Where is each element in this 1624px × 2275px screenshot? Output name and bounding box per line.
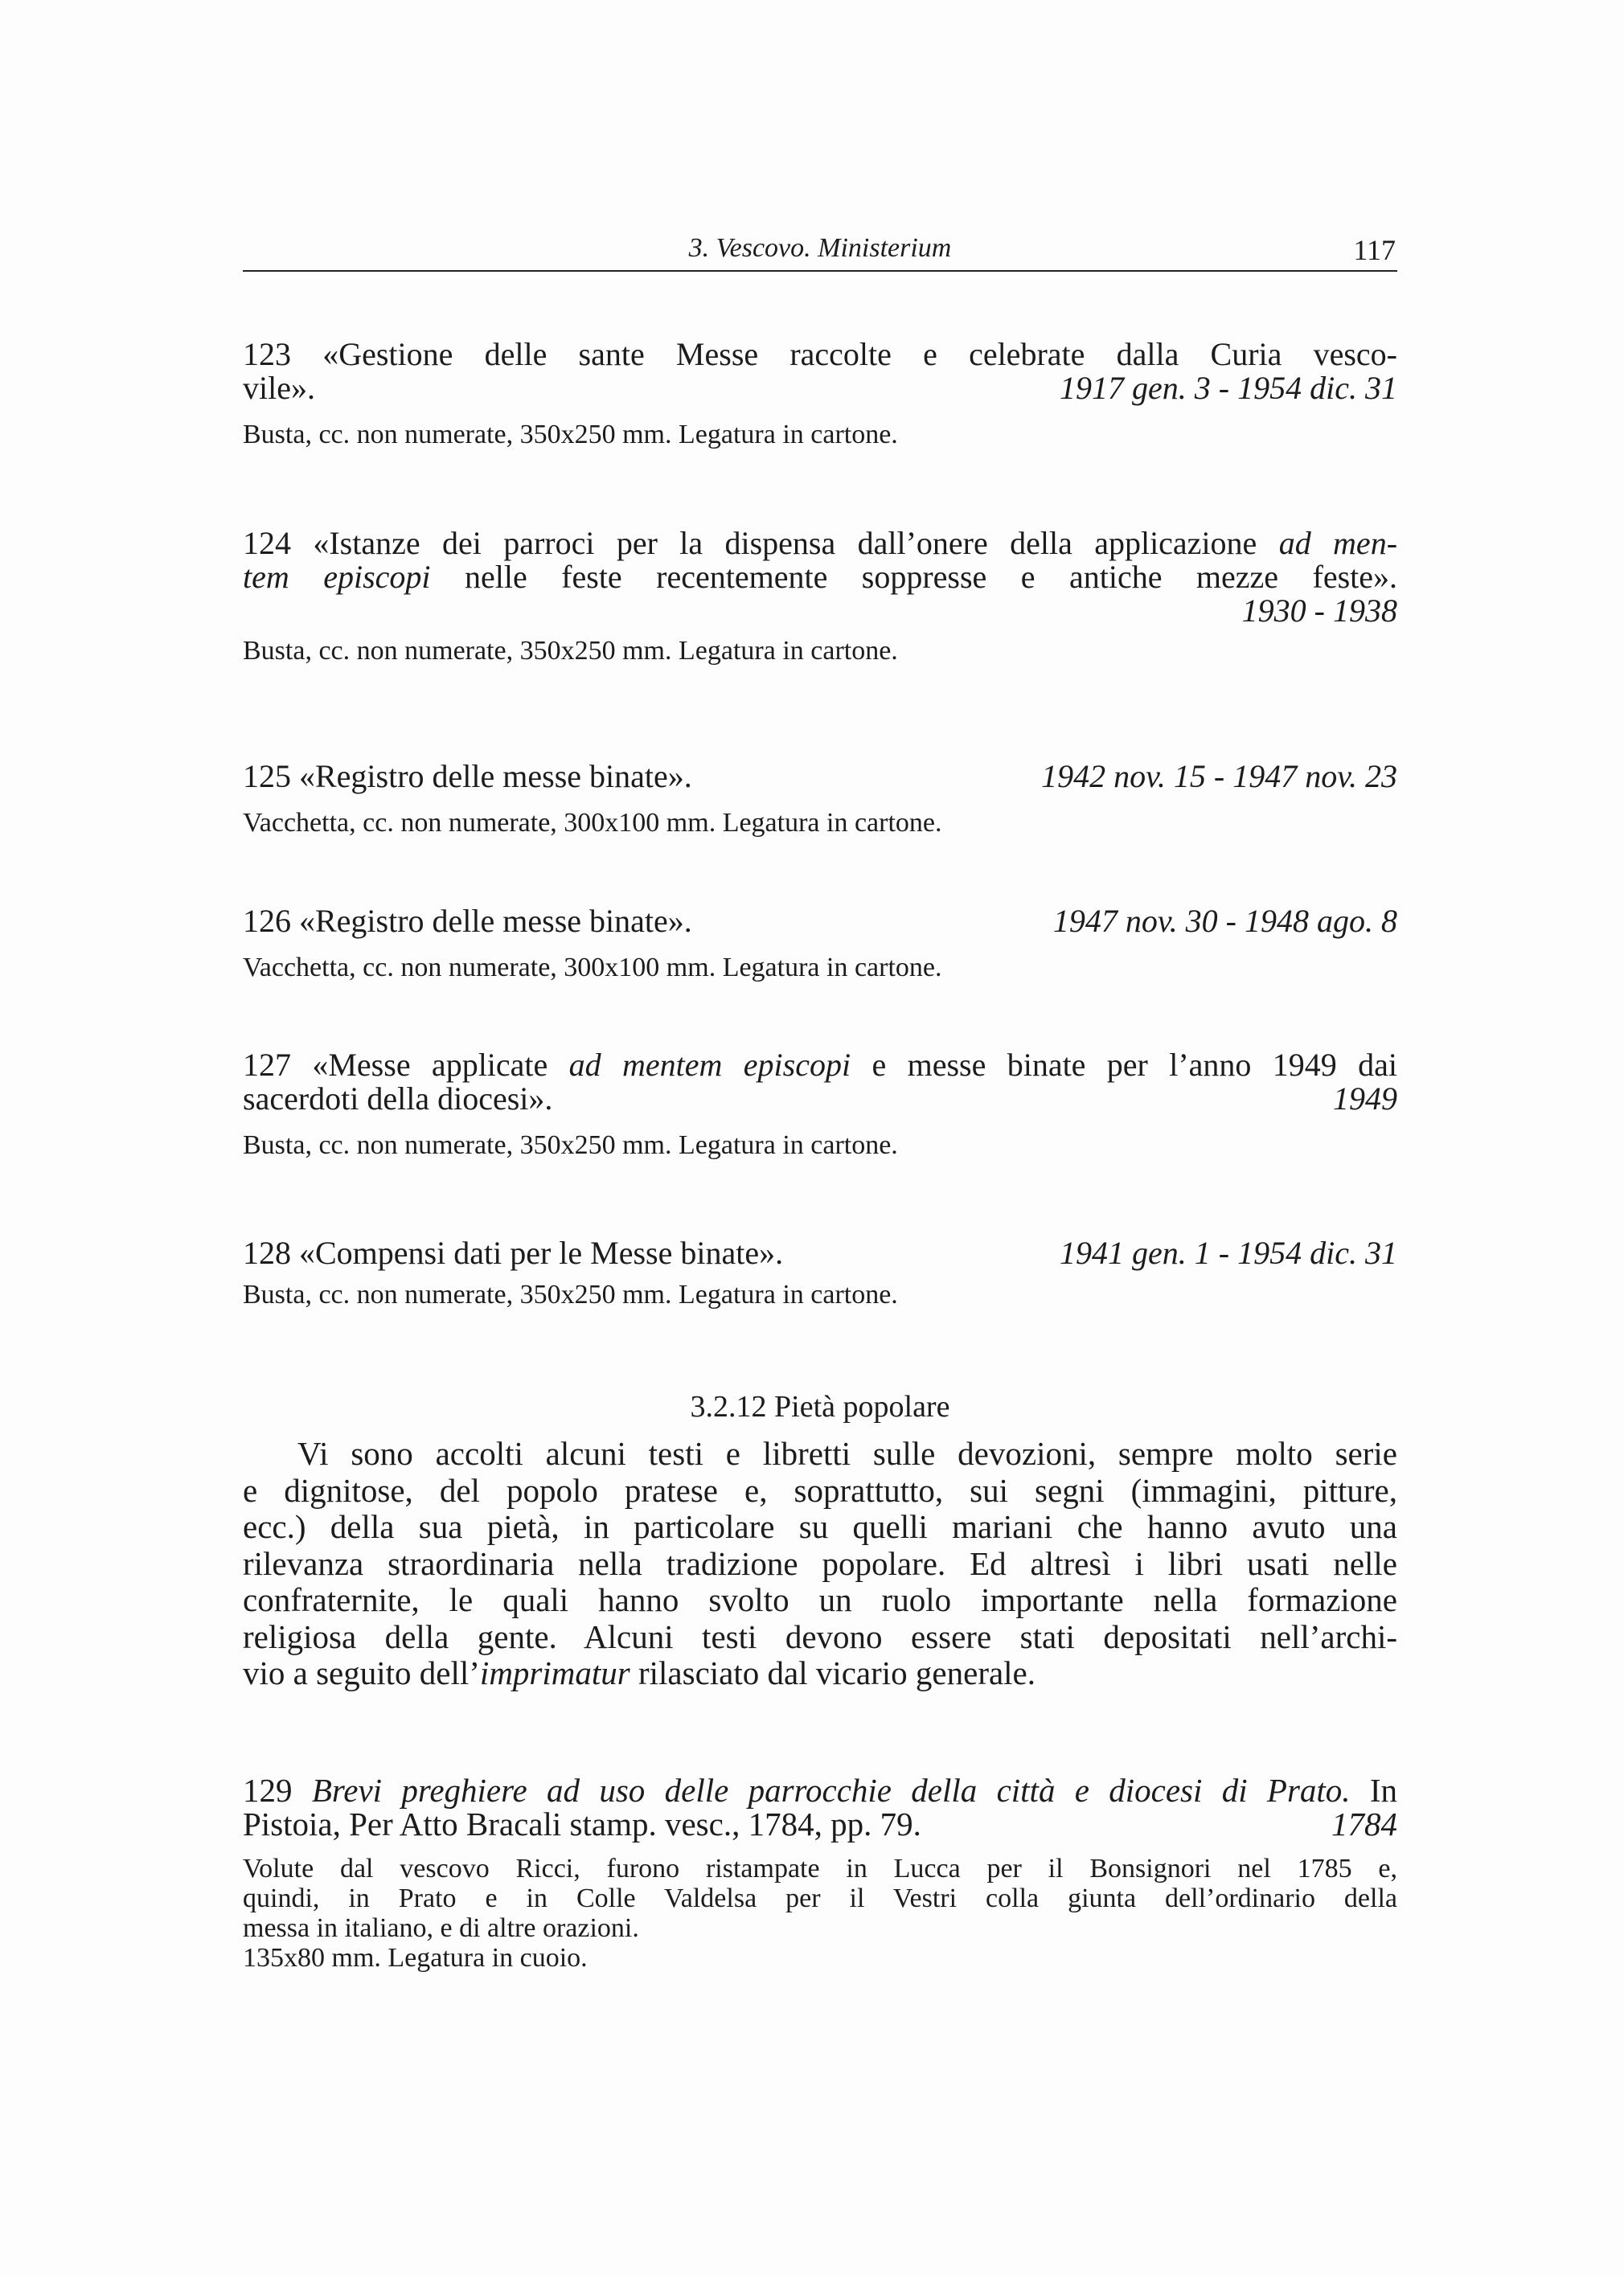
entry-126: [243, 904, 1397, 983]
entry-title-line: [243, 1048, 1397, 1082]
description-line: messa in italiano, e di altre orazioni.: [243, 1913, 639, 1943]
section-heading: 3.2.12 Pietà popolare: [690, 1390, 950, 1424]
entry-date: 1917 gen. 3 - 1954 dic. 31: [1060, 370, 1397, 406]
paragraph-line: rilevanza straordinaria nella tradizione popolare. Ed altresì i libri usati nelle: [243, 1545, 1397, 1582]
paragraph-text: vio a seguito dell’: [243, 1655, 480, 1691]
paragraph-italic: imprimatur: [479, 1655, 630, 1691]
paragraph-line: e dignitose, del popolo pratese e, soprattutto, sui segni (immagini, pitture,: [243, 1472, 1397, 1509]
entry-title-end: sacerdoti della diocesi».: [243, 1080, 553, 1117]
entry-title-text: 124 «Istanze dei parroci per la dispensa dall’onere della applicazione: [243, 525, 1257, 561]
entry-title-text: nelle feste recentemente soppresse e antiche mezze feste».: [464, 559, 1398, 595]
entry-title-text: 126 «Registro delle messe binate».: [243, 903, 692, 939]
entry-title-italic: tem episcopi: [243, 559, 431, 595]
entry-title-line: [243, 1082, 1397, 1116]
description-line: Volute dal vescovo Ricci, furono ristampate in Lucca per il Bonsignori nel 1785 e,: [243, 1854, 1397, 1884]
entry-title-italic: ad mentem episcopi: [568, 1047, 851, 1083]
entry-128: [243, 1236, 1397, 1310]
entry-title-line: 123 «Gestione delle sante Messe raccolte e celebrate dalla Curia vesco-: [243, 336, 1397, 372]
entry-124: [243, 527, 1397, 666]
entry-description: Vacchetta, cc. non numerate, 300x100 mm. Legatura in cartone.: [243, 808, 942, 838]
entry-number: 129: [243, 1772, 293, 1809]
entry-title-line: [243, 1236, 1397, 1270]
entry-title-italic: ad men-: [1278, 525, 1398, 561]
entry-title-line: [243, 1773, 1397, 1807]
description-line: 135x80 mm. Legatura in cuoio.: [243, 1943, 588, 1973]
entry-title-line: [243, 1807, 1397, 1841]
entry-title-text: 125 «Registro delle messe binate».: [243, 758, 692, 794]
entry-title-line: [243, 760, 1397, 793]
entry-description: [243, 1854, 1397, 1973]
paragraph-line: Vi sono accolti alcuni testi e libretti sulle devozioni, sempre molto serie: [297, 1436, 1397, 1472]
entry-125: [243, 760, 1397, 838]
entry-date: 1949: [1333, 1080, 1397, 1117]
entry-date: 1930 - 1938: [1241, 592, 1397, 629]
entry-date: 1942 nov. 15 - 1947 nov. 23: [1041, 758, 1397, 794]
entry-description: Busta, cc. non numerate, 350x250 mm. Legatura in cartone.: [243, 420, 898, 449]
entry-date: 1784: [1331, 1806, 1397, 1843]
entry-description: Busta, cc. non numerate, 350x250 mm. Legatura in cartone.: [243, 636, 898, 666]
entry-title-text: In: [1369, 1772, 1398, 1809]
entry-title-line: [243, 371, 1397, 405]
page-header: [243, 233, 1397, 272]
entry-description: Vacchetta, cc. non numerate, 300x100 mm. Legatura in cartone.: [243, 953, 942, 982]
entry-129: [243, 1773, 1397, 1973]
entry-description: Busta, cc. non numerate, 350x250 mm. Legatura in cartone.: [243, 1280, 898, 1310]
entry-title-text: e messe binate per l’anno 1949 dai: [871, 1047, 1398, 1083]
entry-title-end: vile».: [243, 370, 315, 406]
entry-date-line: [243, 594, 1397, 628]
entry-description: Busta, cc. non numerate, 350x250 mm. Legatura in cartone.: [243, 1130, 898, 1160]
entry-title-text: 127 «Messe applicate: [243, 1047, 548, 1083]
paragraph-text: rilasciato dal vicario generale.: [638, 1655, 1036, 1691]
entry-date: 1941 gen. 1 - 1954 dic. 31: [1060, 1235, 1397, 1271]
entry-title-line: [243, 560, 1397, 594]
entry-title-end: Pistoia, Per Atto Bracali stamp. vesc., 1784, pp. 79.: [243, 1806, 921, 1843]
entry-127: [243, 1048, 1397, 1161]
paragraph-line: religiosa della gente. Alcuni testi devono essere stati depositati nell’archi-: [243, 1618, 1397, 1655]
page-number: 117: [1353, 234, 1396, 266]
paragraph-line: ecc.) della sua pietà, in particolare su quelli mariani che hanno avuto una: [243, 1509, 1397, 1545]
paragraph-line: [243, 1655, 1397, 1692]
entry-title-text: 128 «Compensi dati per le Messe binate».: [243, 1235, 784, 1271]
paragraph-line: confraternite, le quali hanno svolto un ruolo importante nella formazione: [243, 1582, 1397, 1618]
entry-title-italic: Brevi preghiere ad uso delle parrocchie della città e diocesi di Prato.: [311, 1772, 1351, 1809]
running-title: 3. Vescovo. Ministerium: [688, 233, 952, 263]
entry-date: 1947 nov. 30 - 1948 ago. 8: [1052, 903, 1397, 939]
entry-123: [243, 338, 1397, 450]
section-paragraph: [243, 1436, 1397, 1692]
description-line: quindi, in Prato e in Colle Valdelsa per il Vestri colla giunta dell’ordinario della: [243, 1884, 1397, 1913]
entry-title-line: [243, 904, 1397, 938]
entry-title-line: [243, 527, 1397, 560]
